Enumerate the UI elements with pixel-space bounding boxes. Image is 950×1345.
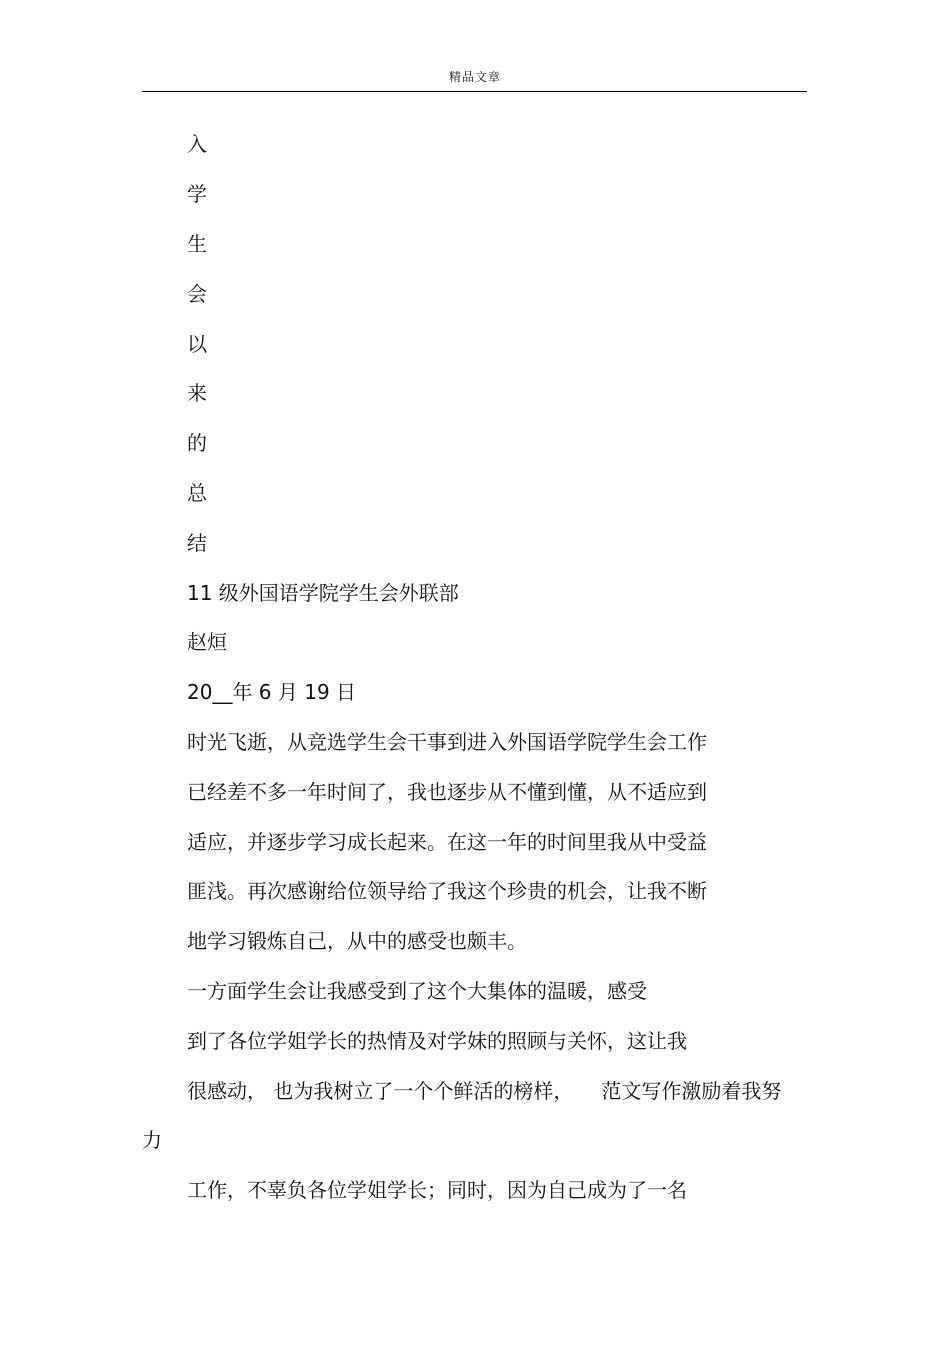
- paragraph-line: 力: [142, 1128, 162, 1152]
- paragraph-line: 适应，并逐步学习成长起来。在这一年的时间里我从中受益: [187, 830, 707, 854]
- title-char: 结: [187, 531, 207, 555]
- title-char: 学: [187, 182, 207, 206]
- paragraph-line: 到了各位学姐学长的热情及对学妹的照顾与关怀，这让我: [187, 1029, 687, 1053]
- paragraph-line: 匪浅。再次感谢给位领导给了我这个珍贵的机会，让我不断: [187, 879, 707, 903]
- paragraph-line: 已经差不多一年时间了，我也逐步从不懂到懂，从不适应到: [187, 780, 707, 804]
- title-char: 来: [187, 381, 207, 405]
- title-char: 的: [187, 431, 207, 455]
- paragraph-line: 一方面学生会让我感受到了这个大集体的温暖，感受: [187, 979, 647, 1003]
- paragraph-line: 地学习锻炼自己，从中的感受也颇丰。: [187, 929, 527, 953]
- paragraph-line: 时光飞逝，从竞选学生会干事到进入外国语学院学生会工作: [187, 730, 707, 754]
- title-char: 总: [187, 481, 207, 505]
- header-divider: [142, 91, 807, 92]
- title-char: 入: [187, 132, 207, 156]
- author-name: 赵烜: [187, 630, 227, 654]
- paragraph-fragment: 范文写作激励着我努: [601, 1079, 782, 1103]
- paragraph-line: [187, 1079, 781, 1103]
- document-date: 20__年 6 月 19 日: [187, 680, 357, 704]
- paragraph-fragment: 很感动， 也为我树立了一个个鲜活的榜样，: [187, 1079, 574, 1103]
- title-char: 以: [187, 332, 207, 356]
- page-header: 精品文章: [448, 70, 501, 84]
- paragraph-line: 工作，不辜负各位学姐学长；同时，因为自己成为了一名: [187, 1178, 687, 1202]
- title-char: 生: [187, 232, 207, 256]
- author-organization: 11 级外国语学院学生会外联部: [187, 581, 459, 605]
- title-char: 会: [187, 282, 207, 306]
